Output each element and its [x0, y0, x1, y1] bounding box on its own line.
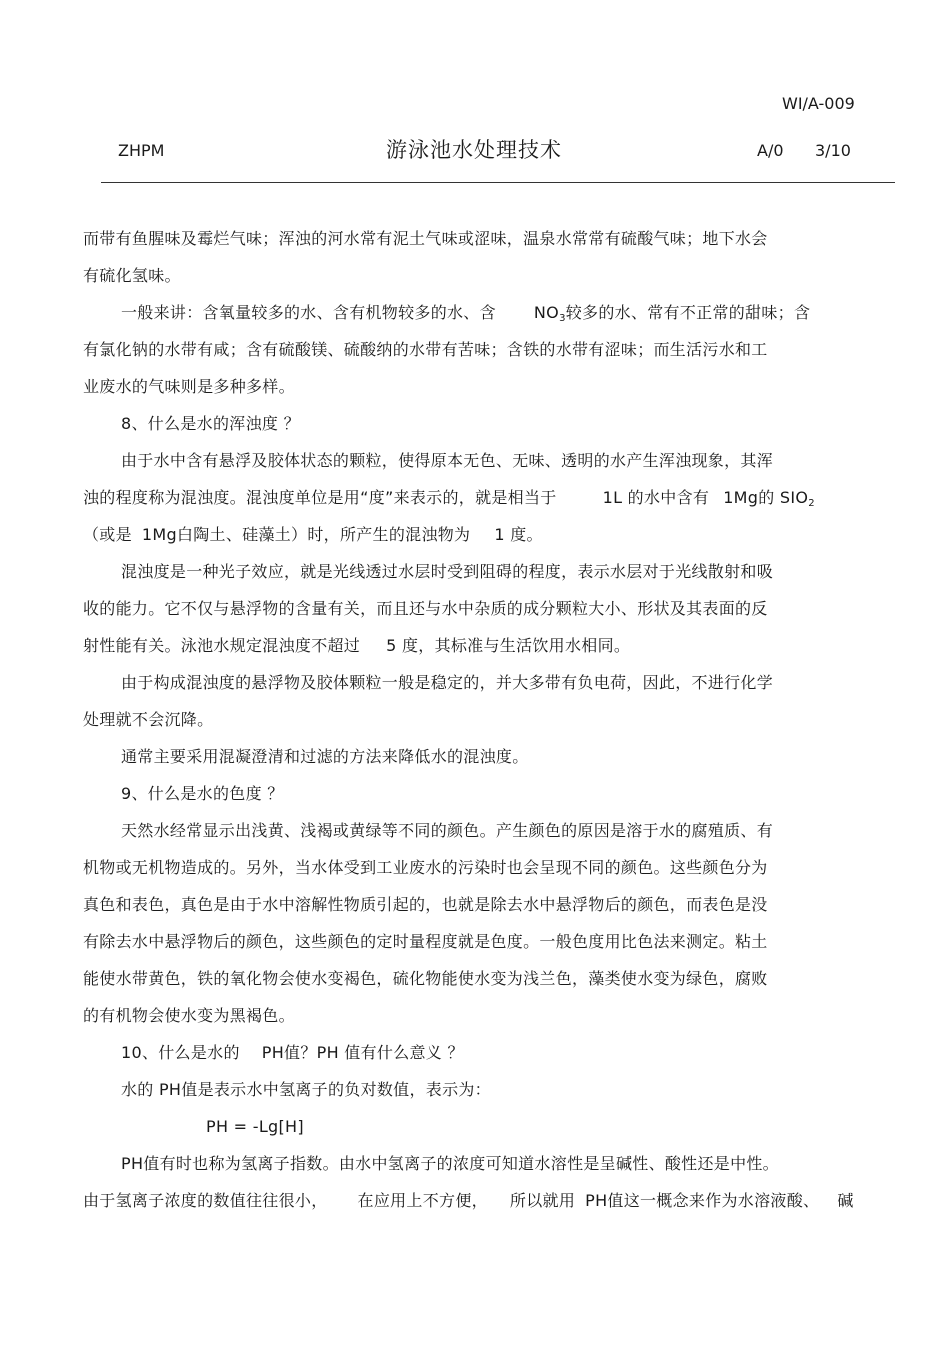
- text-line: 有氯化钠的水带有咸；含有硫酸镁、硫酸纳的水带有苦味；含铁的水带有涩味；而生活污水和工: [83, 340, 768, 359]
- text-line: 收的能力。它不仅与悬浮物的含量有关，而且还与水中杂质的成分颗粒大小、形状及其表面的反: [83, 599, 768, 618]
- section-heading: 9、什么是水的色度 ？: [121, 784, 284, 803]
- text-line: PH值有时也称为氢离子指数。由水中氢离子的浓度可知道水溶性是呈碱性、酸性还是中性。: [121, 1154, 779, 1173]
- header-page-number: 3/10: [815, 141, 851, 160]
- text-line: 机物或无机物造成的。另外，当水体受到工业废水的污染时也会呈现不同的颜色。这些颜色分为: [83, 858, 768, 877]
- document-title: 游泳池水处理技术: [386, 138, 562, 162]
- text-line: 混浊度是一种光子效应，就是光线透过水层时受到阻碍的程度，表示水层对于光线散射和吸: [121, 562, 774, 581]
- text-line: 有除去水中悬浮物后的颜色，这些颜色的定时量程度就是色度。一般色度用比色法来测定。粘土: [83, 932, 768, 951]
- text-line: 的有机物会使水变为黑褐色。: [83, 1006, 295, 1025]
- text-line: 有硫化氢味。: [83, 266, 181, 285]
- text-line: 射性能有关。泳池水规定混浊度不超过 5 度，其标准与生活饮用水相同。: [83, 636, 631, 655]
- text-line: 由于构成混浊度的悬浮物及胶体颗粒一般是稳定的，并大多带有负电荷，因此，不进行化学: [121, 673, 774, 692]
- text-line: 水的 PH值是表示水中氢离子的负对数值，表示为：: [121, 1080, 491, 1099]
- text-line: 真色和表色，真色是由于水中溶解性物质引起的，也就是除去水中悬浮物后的颜色，而表色是没: [83, 895, 768, 914]
- header-rule: [101, 182, 895, 183]
- text-line: 而带有鱼腥味及霉烂气味；浑浊的河水常有泥土气味或涩味，温泉水常常有硫酸气味；地下水会: [83, 229, 768, 248]
- text-line: 业废水的气味则是多种多样。: [83, 377, 295, 396]
- section-heading: 8、什么是水的浑浊度 ？: [121, 414, 300, 433]
- header-revision: A/0: [757, 141, 784, 160]
- text-line: 天然水经常显示出浅黄、浅褐或黄绿等不同的颜色。产生颜色的原因是溶于水的腐殖质、有: [121, 821, 774, 840]
- text-line: 一般来讲：含氧量较多的水、含有机物较多的水、含 $NO_3$较多的水、常有不正常的甜味；含: [121, 303, 811, 324]
- subscript: 3: [559, 313, 566, 324]
- text-line: 由于水中含有悬浮及胶体状态的颗粒，使得原本无色、无味、透明的水产生浑浊现象，其浑: [121, 451, 774, 470]
- text-line: （或是 1Mg白陶土、硅藻土）时，所产生的混浊物为 1 度。: [83, 525, 543, 544]
- section-heading: 10、什么是水的 PH值？PH 值有什么意义 ？: [121, 1043, 464, 1062]
- text-line: 浊的程度称为混浊度。混浊度单位是用“度”来表示的，就是相当于 1L 的水中含有 1Mg的 $SIO_2$: [83, 488, 815, 509]
- text-line: 通常主要采用混凝澄清和过滤的方法来降低水的混浊度。: [121, 747, 529, 766]
- document-body: [83, 226, 893, 1225]
- text-line: 能使水带黄色，铁的氧化物会使水变褐色，硫化物能使水变为浅兰色，藻类使水变为绿色，腐败: [83, 969, 768, 988]
- header-company: ZHPM: [118, 141, 165, 160]
- text-line: 处理就不会沉降。: [83, 710, 214, 729]
- doc-code: WI/A-009: [782, 94, 855, 113]
- text-line: 由于氢离子浓度的数值往往很小， 在应用上不方便， 所以就用 PH值这一概念来作为水溶液酸、 碱: [83, 1191, 854, 1210]
- formula: PH = -Lg[H]: [206, 1117, 304, 1136]
- subscript: 2: [808, 498, 815, 509]
